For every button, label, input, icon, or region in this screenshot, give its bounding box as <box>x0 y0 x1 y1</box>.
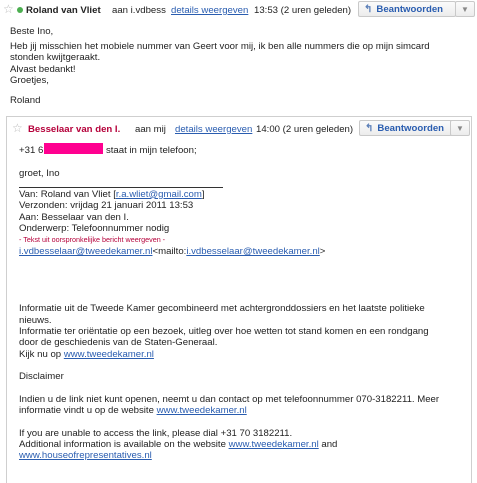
from-email-link[interactable]: r.a.wliet@gmail.com <box>115 188 202 200</box>
star-icon[interactable]: ☆ <box>12 121 23 135</box>
tweedekamer-link[interactable]: www.tweedekamer.nl <box>63 348 154 360</box>
greeting: Beste Ino, <box>10 26 54 37</box>
body-line: Alvast bedankt! <box>10 63 76 75</box>
closing: groet, Ino <box>19 168 60 180</box>
mailto-text: <mailto: <box>152 245 187 257</box>
mail-line <box>19 246 463 257</box>
houseofrepresentatives-link[interactable]: www.houseofrepresentatives.nl <box>19 450 152 462</box>
message2-reply-button[interactable] <box>359 120 455 136</box>
redacted-number <box>44 143 103 154</box>
info-line: door de geschiedenis van de Staten-Generaal. <box>19 337 218 349</box>
nl-line <box>19 405 463 416</box>
tweedekamer-link[interactable]: www.tweedekamer.nl <box>228 438 319 450</box>
message2-details-link[interactable]: details weergeven <box>175 124 253 135</box>
show-quoted-link[interactable]: - Tekst uit oorspronkelijke bericht weergeven - <box>19 235 166 245</box>
phone-line <box>19 143 463 156</box>
en-text: Additional information is available on the website <box>19 438 229 450</box>
quoted-subject: Onderwerp: Telefoonnummer nodig <box>19 223 170 235</box>
message1-header <box>0 0 477 20</box>
tweedekamer-link[interactable]: www.tweedekamer.nl <box>156 405 247 417</box>
message1-time: 13:53 (2 uren geleden) <box>254 5 352 16</box>
message2-recipient: aan mij <box>135 124 166 135</box>
quoted-from <box>19 189 463 200</box>
from-label: Van: Roland van Vliet [ <box>19 188 116 200</box>
message2-sender[interactable]: Besselaar van den I. <box>28 124 121 135</box>
en-line: If you are unable to access the link, please dial +31 70 3182211. <box>19 427 293 439</box>
message2-time: 14:00 (2 uren geleden) <box>256 124 354 135</box>
reply-icon: ↰ <box>365 122 374 134</box>
en-line <box>19 450 463 461</box>
signature: Roland <box>10 94 41 106</box>
nl-text: informatie vindt u op de website <box>19 405 157 417</box>
chevron-down-icon: ▼ <box>461 4 469 14</box>
message1-sender[interactable]: Roland van Vliet <box>26 5 101 16</box>
reply-icon: ↰ <box>364 3 373 15</box>
message1-recipient: aan i.vdbess <box>112 5 166 16</box>
mailto-link[interactable]: i.vdbesselaar@tweedekamer.nl <box>186 245 320 257</box>
message2-card <box>6 116 472 483</box>
kijk-line <box>19 349 463 360</box>
from-end: ] <box>201 188 205 200</box>
star-icon[interactable]: ☆ <box>3 2 14 16</box>
en-line <box>19 439 463 450</box>
info-line: Informatie ter oriëntatie op een bezoek, uitleg over hoe wetten tot stand komen en een rondgang <box>19 326 429 338</box>
info-line: nieuws. <box>19 314 52 326</box>
body-line: Groetjes, <box>10 75 49 87</box>
message1-details-link[interactable]: details weergeven <box>171 5 249 16</box>
phone-prefix: +31 6 <box>19 145 44 156</box>
nl-line: Indien u de link niet kunt openen, neemt u dan contact op met telefoonnummer 070-3182211. Meer <box>19 393 440 405</box>
mail-link[interactable]: i.vdbesselaar@tweedekamer.nl <box>19 245 153 257</box>
message1-more-button[interactable] <box>455 1 475 17</box>
reply-label: Beantwoorden <box>376 3 444 15</box>
body-line: Heb jij misschien het mobiele nummer van Geert voor mij, ik ben alle nummers die op mijn simcard <box>10 40 430 52</box>
reply-label: Beantwoorden <box>377 122 445 134</box>
info-line: Informatie uit de Tweede Kamer gecombineerd met achtergronddossiers en het laatste politieke <box>19 303 425 315</box>
message2-more-button[interactable] <box>450 120 470 136</box>
mailto-end: > <box>319 245 326 257</box>
divider <box>19 187 223 188</box>
body-line: stonden kwijtgeraakt. <box>10 52 101 64</box>
phone-suffix: staat in mijn telefoon; <box>105 145 197 156</box>
and-text: and <box>318 438 338 450</box>
kijk-text: Kijk nu op <box>19 348 64 360</box>
message1-body <box>10 26 470 107</box>
quoted-to: Aan: Besselaar van den I. <box>19 211 129 223</box>
online-status-icon <box>17 7 23 13</box>
quoted-sent: Verzonden: vrijdag 21 januari 2011 13:53 <box>19 200 194 212</box>
disclaimer-heading: Disclaimer <box>19 371 64 383</box>
message1-reply-button[interactable] <box>358 1 456 17</box>
chevron-down-icon: ▼ <box>456 123 464 133</box>
message2-body <box>19 143 463 462</box>
